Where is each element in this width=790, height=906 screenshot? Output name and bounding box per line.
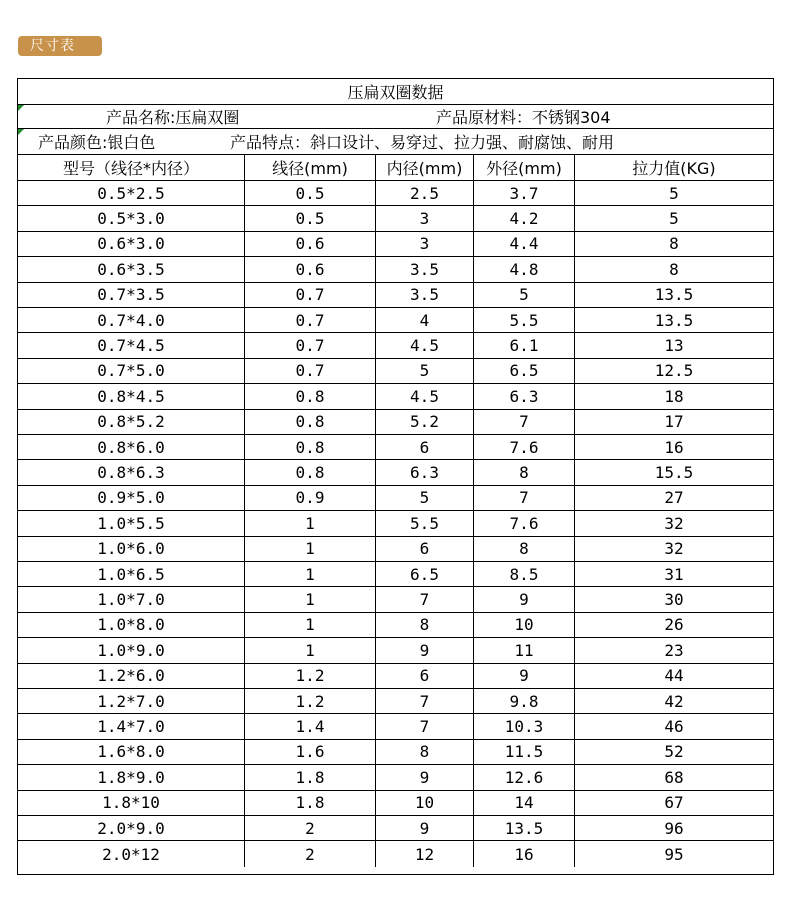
table-row [18,638,773,663]
cell-wire-diameter: 0.7 [245,308,376,332]
cell-inner-diameter: 3.5 [376,257,474,281]
cell-model: 1.0*8.0 [18,613,245,637]
product-color-text: 产品颜色:银白色 [38,133,156,152]
cell-model: 0.7*3.5 [18,283,245,307]
cell-wire-diameter: 0.8 [245,410,376,434]
cell-model: 0.5*2.5 [18,181,245,205]
column-header-inner-diameter: 内径(mm) [376,155,474,180]
cell-inner-diameter: 9 [376,765,474,789]
cell-pull-force: 5 [669,183,679,203]
cell-outer-diameter: 5.5 [474,308,575,332]
cell-outer-diameter: 4.2 [474,206,575,230]
table-row [18,232,773,257]
table-row [18,587,773,612]
cell-inner-diameter: 6 [376,664,474,688]
table-row [18,613,773,638]
cell-inner-diameter: 6.5 [376,562,474,586]
cell-outer-diameter: 5 [474,283,575,307]
cell-pull-force: 44 [664,666,684,686]
cell-outer-diameter: 4.4 [474,232,575,256]
cell-model: 0.8*6.3 [18,460,245,484]
table-row [18,740,773,765]
table-row [18,435,773,460]
cell-wire-diameter: 1 [245,562,376,586]
table-row [18,791,773,816]
cell-inner-diameter: 7 [376,714,474,738]
cell-wire-diameter: 0.5 [245,206,376,230]
cell-pull-force: 32 [664,539,684,559]
cell-outer-diameter: 6.1 [474,333,575,357]
info-row-features [18,129,773,155]
cell-model: 2.0*9.0 [18,816,245,840]
cell-model: 1.2*6.0 [18,664,245,688]
cell-inner-diameter: 7 [376,689,474,713]
spec-table [17,78,774,875]
cell-outer-diameter: 7 [474,410,575,434]
cell-pull-force: 31 [664,564,684,584]
cell-outer-diameter: 8 [474,537,575,561]
cell-pull-force: 52 [664,742,684,762]
cell-outer-diameter: 11 [474,638,575,662]
cell-inner-diameter: 4.5 [376,384,474,408]
cell-inner-diameter: 3.5 [376,283,474,307]
cell-pull-force: 68 [664,767,684,787]
cell-model: 0.6*3.5 [18,257,245,281]
table-row [18,664,773,689]
cell-wire-diameter: 0.8 [245,384,376,408]
table-row [18,689,773,714]
table-row [18,460,773,485]
cell-outer-diameter: 8.5 [474,562,575,586]
table-row [18,308,773,333]
table-title-row [18,79,773,105]
cell-inner-diameter: 3 [376,206,474,230]
cell-pull-force: 23 [664,640,684,660]
cell-pull-force: 13.5 [654,285,694,305]
cell-inner-diameter: 7 [376,587,474,611]
column-header-wire-diameter: 线径(mm) [245,155,376,180]
cell-wire-diameter: 2 [245,816,376,840]
cell-model: 0.5*3.0 [18,206,245,230]
cell-model: 0.8*6.0 [18,435,245,459]
cell-wire-diameter: 1 [245,537,376,561]
cell-model: 0.9*5.0 [18,486,245,510]
cell-model: 0.6*3.0 [18,232,245,256]
cell-pull-force: 30 [664,590,684,610]
table-row [18,257,773,282]
table-header-row [18,155,773,181]
cell-wire-diameter: 1.2 [245,664,376,688]
comment-marker-icon [18,105,24,111]
cell-wire-diameter: 0.7 [245,333,376,357]
cell-model: 1.4*7.0 [18,714,245,738]
cell-inner-diameter: 3 [376,232,474,256]
cell-inner-diameter: 2.5 [376,181,474,205]
table-title: 压扁双圈数据 [347,83,444,102]
cell-outer-diameter: 9 [474,587,575,611]
cell-model: 1.8*9.0 [18,765,245,789]
cell-model: 1.0*9.0 [18,638,245,662]
cell-model: 0.7*5.0 [18,359,245,383]
cell-pull-force: 17 [664,412,684,432]
cell-inner-diameter: 10 [376,791,474,815]
cell-outer-diameter: 16 [474,841,575,866]
cell-pull-force: 42 [664,691,684,711]
cell-pull-force: 27 [664,488,684,508]
cell-outer-diameter: 12.6 [474,765,575,789]
table-row [18,206,773,231]
cell-inner-diameter: 6 [376,537,474,561]
cell-outer-diameter: 7.6 [474,435,575,459]
cell-pull-force: 67 [664,793,684,813]
cell-wire-diameter: 1 [245,587,376,611]
cell-outer-diameter: 6.5 [474,359,575,383]
cell-outer-diameter: 7.6 [474,511,575,535]
cell-pull-force: 13.5 [654,310,694,330]
cell-outer-diameter: 9.8 [474,689,575,713]
cell-wire-diameter: 2 [245,841,376,866]
cell-outer-diameter: 9 [474,664,575,688]
cell-inner-diameter: 5.2 [376,410,474,434]
cell-wire-diameter: 0.6 [245,257,376,281]
table-row [18,486,773,511]
product-features-text: 产品特点：斜口设计、易穿过、拉力强、耐腐蚀、耐用 [230,133,615,152]
cell-pull-force: 18 [664,386,684,406]
cell-model: 1.6*8.0 [18,740,245,764]
cell-inner-diameter: 6.3 [376,460,474,484]
cell-outer-diameter: 14 [474,791,575,815]
cell-model: 1.0*6.5 [18,562,245,586]
table-row [18,410,773,435]
cell-pull-force: 46 [664,717,684,737]
table-row [18,841,773,866]
cell-inner-diameter: 5 [376,359,474,383]
table-row [18,714,773,739]
cell-wire-diameter: 0.7 [245,283,376,307]
cell-inner-diameter: 8 [376,740,474,764]
cell-pull-force: 15.5 [654,463,694,483]
cell-wire-diameter: 0.9 [245,486,376,510]
cell-model: 0.8*5.2 [18,410,245,434]
cell-wire-diameter: 1.4 [245,714,376,738]
cell-outer-diameter: 8 [474,460,575,484]
cell-outer-diameter: 13.5 [474,816,575,840]
column-header-pull-force: 拉力值(KG) [632,159,716,178]
cell-inner-diameter: 9 [376,816,474,840]
cell-model: 0.7*4.0 [18,308,245,332]
table-row [18,333,773,358]
cell-wire-diameter: 1.8 [245,791,376,815]
cell-wire-diameter: 1 [245,511,376,535]
cell-pull-force: 8 [669,234,679,254]
cell-outer-diameter: 11.5 [474,740,575,764]
cell-inner-diameter: 5.5 [376,511,474,535]
cell-pull-force: 95 [664,844,684,864]
info-row-name [18,105,773,129]
cell-pull-force: 96 [664,818,684,838]
cell-model: 2.0*12 [18,841,245,866]
cell-pull-force: 13 [664,336,684,356]
comment-marker-icon [18,129,24,135]
cell-outer-diameter: 10.3 [474,714,575,738]
cell-pull-force: 5 [669,209,679,229]
cell-pull-force: 26 [664,615,684,635]
product-name-text: 产品名称:压扁双圈 [106,108,240,127]
cell-wire-diameter: 1.2 [245,689,376,713]
table-row [18,283,773,308]
cell-outer-diameter: 7 [474,486,575,510]
table-row [18,562,773,587]
table-row [18,537,773,562]
cell-model: 1.0*5.5 [18,511,245,535]
cell-wire-diameter: 0.6 [245,232,376,256]
table-row [18,765,773,790]
table-row [18,511,773,536]
cell-pull-force: 8 [669,259,679,279]
cell-inner-diameter: 4.5 [376,333,474,357]
cell-model: 1.2*7.0 [18,689,245,713]
cell-model: 1.0*7.0 [18,587,245,611]
cell-inner-diameter: 9 [376,638,474,662]
cell-outer-diameter: 6.3 [474,384,575,408]
cell-wire-diameter: 1 [245,638,376,662]
product-material-text: 产品原材料：不锈钢304 [436,108,611,127]
cell-inner-diameter: 4 [376,308,474,332]
cell-wire-diameter: 0.7 [245,359,376,383]
cell-inner-diameter: 8 [376,613,474,637]
cell-inner-diameter: 5 [376,486,474,510]
cell-pull-force: 32 [664,513,684,533]
cell-outer-diameter: 3.7 [474,181,575,205]
cell-wire-diameter: 0.8 [245,435,376,459]
cell-model: 1.8*10 [18,791,245,815]
cell-inner-diameter: 6 [376,435,474,459]
cell-wire-diameter: 0.5 [245,181,376,205]
cell-inner-diameter: 12 [376,841,474,866]
cell-wire-diameter: 0.8 [245,460,376,484]
cell-wire-diameter: 1 [245,613,376,637]
table-row [18,816,773,841]
cell-outer-diameter: 10 [474,613,575,637]
table-row [18,359,773,384]
table-row [18,181,773,206]
cell-model: 1.0*6.0 [18,537,245,561]
table-row [18,384,773,409]
column-header-model: 型号（线径*内径） [18,155,245,180]
cell-pull-force: 16 [664,437,684,457]
cell-model: 0.8*4.5 [18,384,245,408]
cell-model: 0.7*4.5 [18,333,245,357]
cell-pull-force: 12.5 [654,361,694,381]
column-header-outer-diameter: 外径(mm) [474,155,575,180]
cell-wire-diameter: 1.8 [245,765,376,789]
section-tag: 尺寸表 [18,36,102,56]
cell-outer-diameter: 4.8 [474,257,575,281]
cell-wire-diameter: 1.6 [245,740,376,764]
